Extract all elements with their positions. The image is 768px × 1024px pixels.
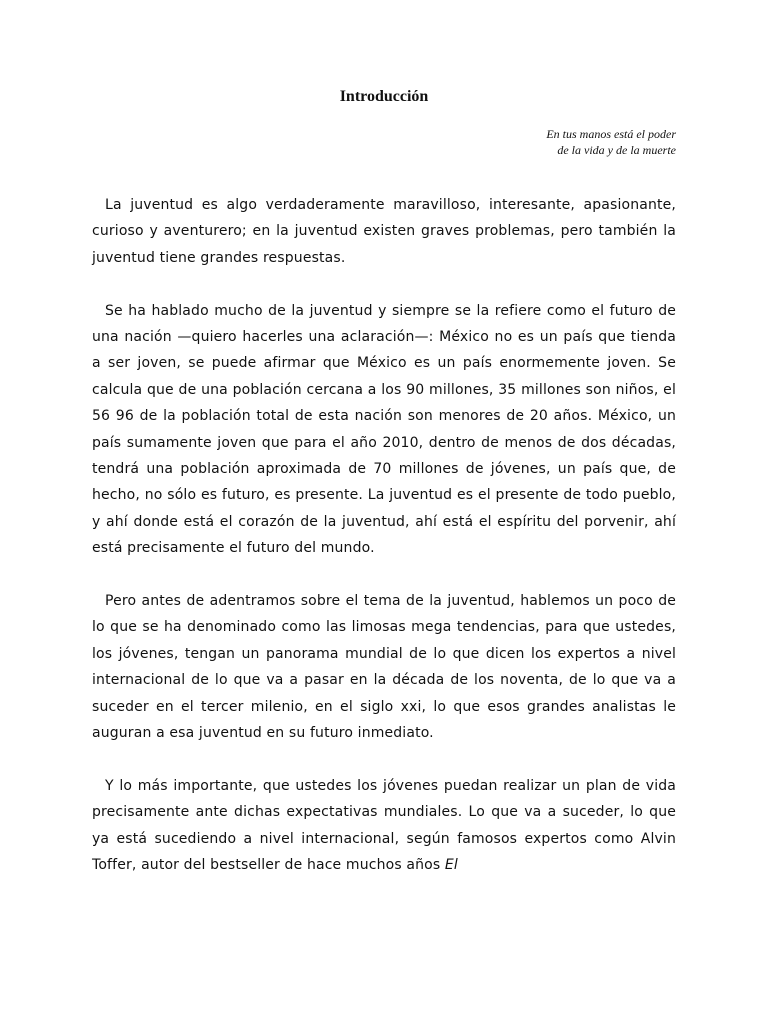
paragraph-2: Se ha hablado mucho de la juventud y siempre se la refiere como el futuro de una nación —quiero hacerles una aclaración—: México no es un país que tienda a ser joven, se puede afirmar que México es un país enormemente joven. Se calcula que de una población cercana a los 90 millones, 35 millones son niños, el 56 96 de la población total de esta nación son menores de 20 años. México, un país sumamente joven que para el año 2010, dentro de menos de dos décadas, tendrá una población aproximada de 70 millones de jóvenes, un país que, de hecho, no sólo es futuro, es presente. La juventud es el presente de todo pueblo, y ahí donde está el corazón de la juventud, ahí está el espíritu del porvenir, ahí está precisamente el futuro del mundo. xyxy=(92,302,676,557)
page-title: Introducción xyxy=(339,88,429,105)
body-text xyxy=(92,192,676,905)
epigraph xyxy=(376,126,676,158)
paragraph-4 xyxy=(92,773,676,879)
paragraph-4-italic-tail: El xyxy=(444,857,458,874)
paragraph-4-text: Y lo más importante, que ustedes los jóvenes puedan realizar un plan de vida precisamente ante dichas expectativas mundiales. Lo que va a suceder, lo que ya está sucediendo a nivel internacional, según famosos expertos como Alvin Toffer, autor del bestseller de hace muchos años xyxy=(92,777,676,874)
epigraph-line-1: En tus manos está el poder xyxy=(546,127,676,141)
paragraph-1: La juventud es algo verdaderamente maravilloso, interesante, apasionante, curioso y aventurero; en la juventud existen graves problemas, pero también la juventud tiene grandes respuestas. xyxy=(92,197,676,266)
epigraph-line-2: de la vida y de la muerte xyxy=(557,143,676,157)
paragraph-3: Pero antes de adentramos sobre el tema de la juventud, hablemos un poco de lo que se ha denominado como las limosas mega tendencias, para que ustedes, los jóvenes, tengan un panorama mundial de lo que dicen los expertos a nivel internacional de lo que va a pasar en la década de los noventa, de lo que va a suceder en el tercer milenio, en el siglo xxi, lo que esos grandes analistas le auguran a esa juventud en su futuro inmediato. xyxy=(92,593,676,742)
